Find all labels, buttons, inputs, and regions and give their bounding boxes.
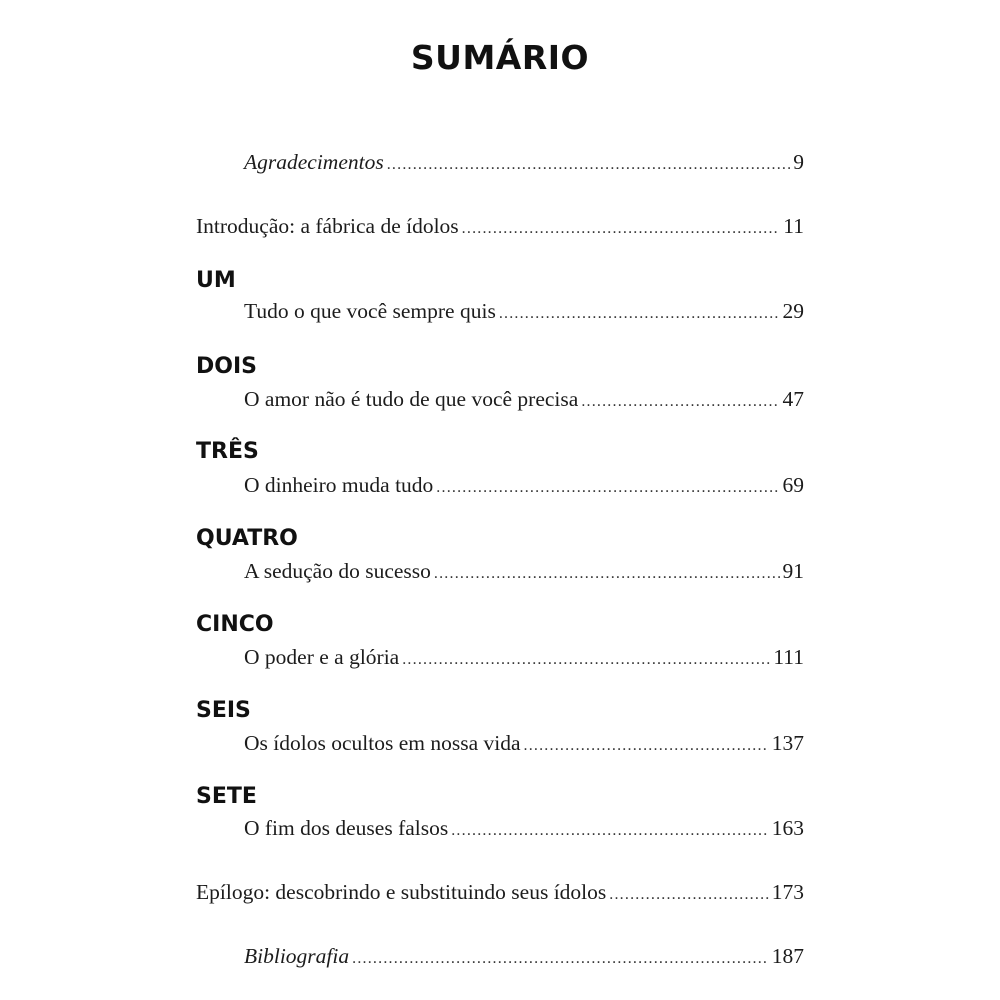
dot-leader — [387, 156, 791, 174]
dot-leader — [436, 479, 779, 497]
dot-leader — [352, 950, 769, 968]
toc-entry-label: O amor não é tudo de que você precisa — [244, 387, 579, 411]
toc-page-number: 11 — [783, 214, 804, 238]
toc-entry-label: Epílogo: descobrindo e substituindo seus ídolos — [196, 880, 607, 904]
toc-page-number: 91 — [782, 559, 804, 583]
dot-leader — [402, 651, 770, 669]
dot-leader — [462, 220, 781, 238]
toc-entry-chapter — [244, 645, 804, 670]
toc-entry-label: Agradecimentos — [244, 150, 384, 174]
toc-entry-chapter — [244, 387, 804, 412]
toc-page-number: 187 — [771, 944, 804, 968]
dot-leader — [451, 822, 769, 840]
toc-page-number: 47 — [782, 387, 804, 411]
toc-page-number: 29 — [782, 299, 804, 323]
dot-leader — [609, 886, 768, 904]
chapter-number: QUATRO — [196, 526, 298, 551]
chapter-number: SEIS — [196, 698, 251, 723]
toc-page-number: 111 — [773, 645, 804, 669]
dot-leader — [499, 305, 780, 323]
toc-entry-label: O dinheiro muda tudo — [244, 473, 434, 497]
toc-page-number: 163 — [771, 816, 804, 840]
chapter-number: CINCO — [196, 612, 274, 637]
toc-entry-chapter — [244, 299, 804, 324]
toc-entry-epilogue — [196, 880, 804, 905]
toc-entry-chapter — [244, 731, 804, 756]
toc-entry-label: Tudo o que você sempre quis — [244, 299, 496, 323]
toc-entry-acknowledgments — [244, 150, 804, 175]
toc-entry-chapter — [244, 473, 804, 498]
chapter-number: UM — [196, 268, 236, 293]
toc-page-number: 69 — [782, 473, 804, 497]
toc-entry-chapter — [244, 816, 804, 841]
toc-entry-label: O poder e a glória — [244, 645, 400, 669]
toc-entry-label: Os ídolos ocultos em nossa vida — [244, 731, 521, 755]
toc-page-number: 9 — [793, 150, 804, 174]
toc-entry-bibliography — [244, 944, 804, 969]
toc-entry-introduction — [196, 214, 804, 239]
chapter-number: DOIS — [196, 354, 257, 379]
dot-leader — [524, 737, 769, 755]
chapter-number: SETE — [196, 784, 257, 809]
toc-entry-label: Bibliografia — [244, 944, 350, 968]
page-title: SUMÁRIO — [410, 38, 590, 77]
chapter-number: TRÊS — [196, 439, 259, 464]
toc-page-number: 137 — [771, 731, 804, 755]
toc-page-number: 173 — [771, 880, 804, 904]
toc-entry-chapter — [244, 559, 804, 584]
dot-leader — [581, 393, 779, 411]
toc-entry-label: Introdução: a fábrica de ídolos — [196, 214, 459, 238]
toc-entry-label: A sedução do sucesso — [244, 559, 431, 583]
dot-leader — [434, 565, 780, 583]
toc-entry-label: O fim dos deuses falsos — [244, 816, 449, 840]
